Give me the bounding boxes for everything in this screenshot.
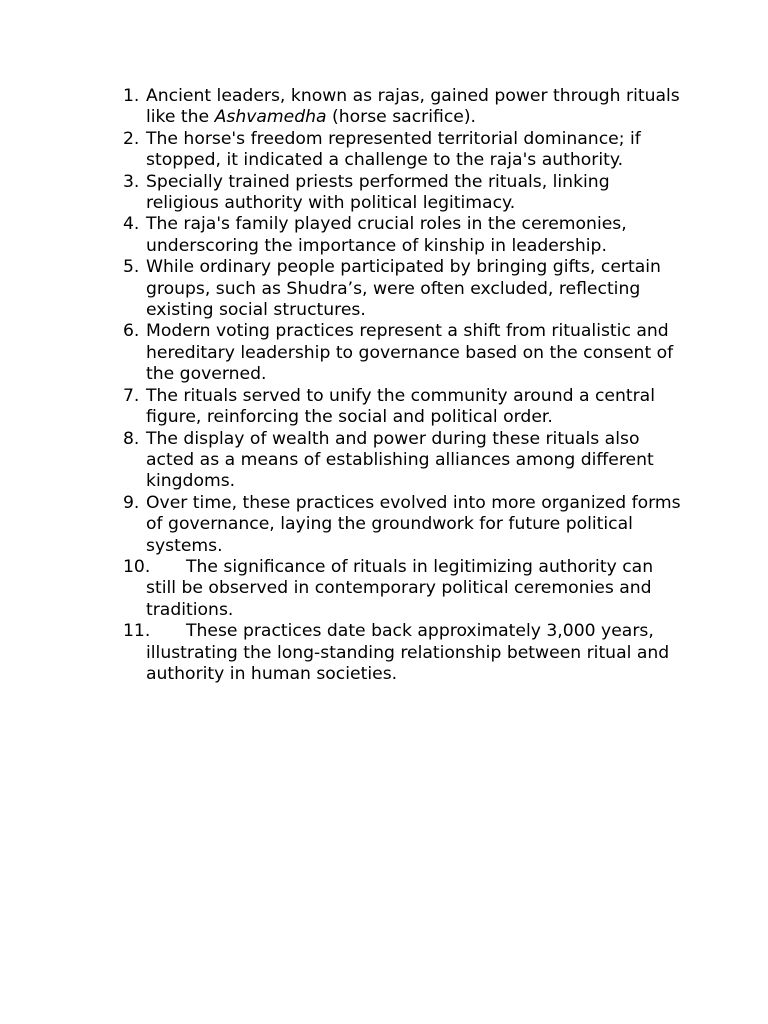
list-item xyxy=(123,129,683,172)
list-text: The horse's freedom represented territorial dominance; if stopped, it indicated a challenge to the raja's authority. xyxy=(146,128,641,171)
list-number: 1. xyxy=(123,86,140,106)
list-text: Specially trained priests performed the rituals, linking religious authority with political legitimacy. xyxy=(146,171,610,214)
list-item xyxy=(123,86,683,129)
list-item xyxy=(123,621,683,685)
list-text-before: Ancient leaders, known as rajas, gained power through rituals like the xyxy=(146,86,680,128)
list-text: The significance of rituals in legitimizing authority can still be observed in contemporary political ceremonies and traditions. xyxy=(146,556,654,620)
list-text-after: (horse sacrifice). xyxy=(326,107,477,128)
list-item xyxy=(123,321,683,385)
list-item xyxy=(123,493,683,557)
list-number: 5. xyxy=(123,257,140,278)
list-number: 6. xyxy=(123,321,140,342)
list-number: 2. xyxy=(123,128,140,149)
list-text xyxy=(146,86,680,127)
list-text: The display of wealth and power during these rituals also acted as a means of establishing alliances among different kingdoms. xyxy=(146,428,654,492)
list-number: 4. xyxy=(123,214,140,235)
list-item xyxy=(123,429,683,493)
list-text: These practices date back approximately 3,000 years, illustrating the long-standing relationship between ritual and authority in human societies. xyxy=(146,621,670,684)
list-number: 11. xyxy=(123,621,151,642)
list-text-italic: Ashvamedha xyxy=(214,107,327,128)
list-item xyxy=(123,214,683,257)
list-number: 9. xyxy=(123,492,140,513)
list-text: Over time, these practices evolved into more organized forms of governance, laying the groundwork for future political systems. xyxy=(146,492,681,556)
list-text: While ordinary people participated by bringing gifts, certain groups, such as Shudra’s, were often excluded, reflecting existing social structures. xyxy=(146,257,661,321)
list-text: The rituals served to unify the community around a central figure, reinforcing the social and political order. xyxy=(146,385,655,428)
list-number: 3. xyxy=(123,171,140,192)
list-item xyxy=(123,257,683,321)
numbered-list xyxy=(123,86,683,685)
list-item xyxy=(123,172,683,215)
list-text: Modern voting practices represent a shift from ritualistic and hereditary leadership to governance based on the consent of the governed. xyxy=(146,321,674,385)
list-text: The raja's family played crucial roles in the ceremonies, underscoring the importance of kinship in leadership. xyxy=(146,214,627,256)
list-item xyxy=(123,386,683,429)
list-number: 8. xyxy=(123,428,140,449)
list-number: 10. xyxy=(123,556,151,577)
list-number: 7. xyxy=(123,385,140,406)
list-item xyxy=(123,557,683,621)
